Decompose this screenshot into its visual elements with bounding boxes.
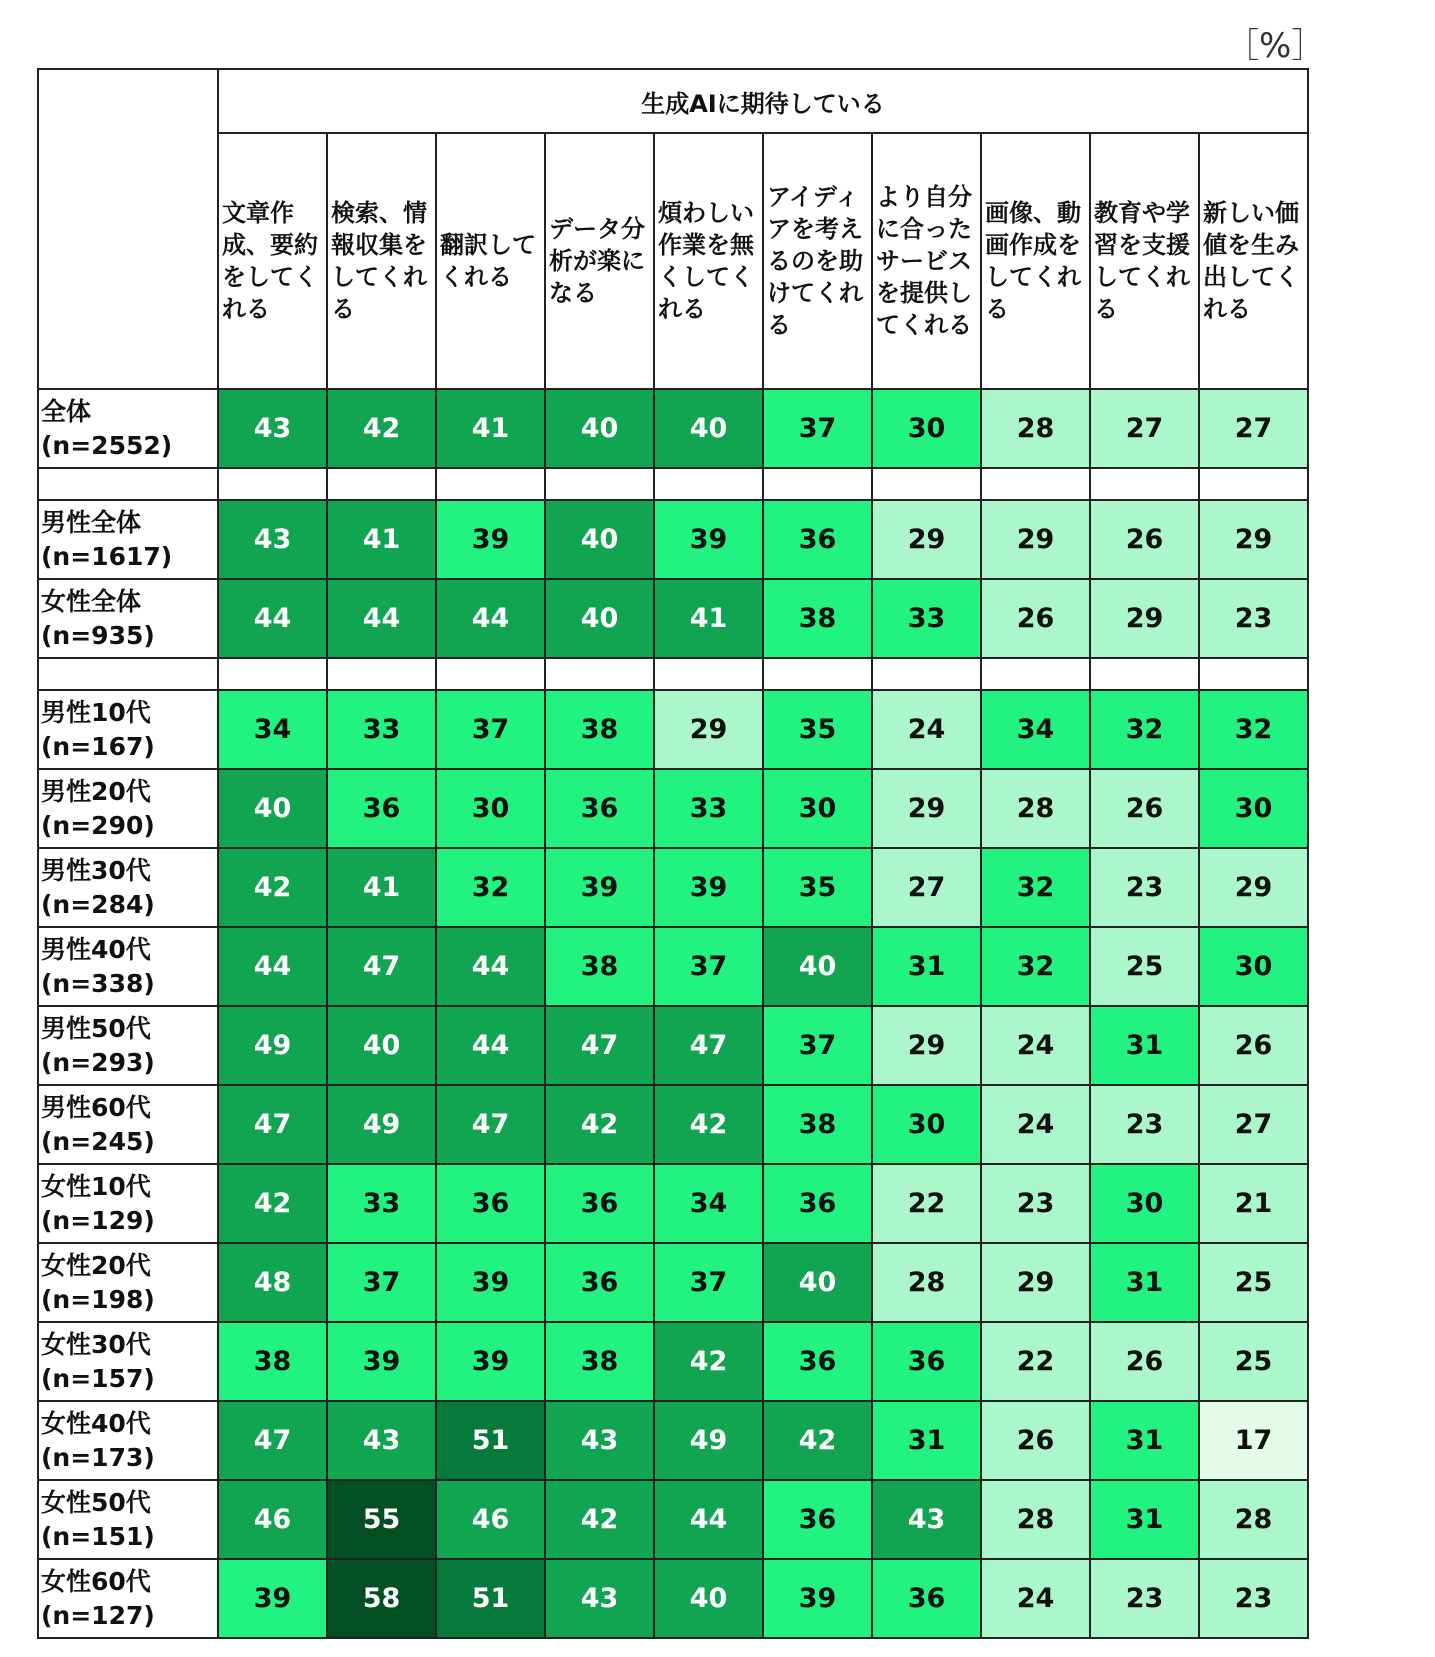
heat-cell: 38 (545, 927, 654, 1006)
heat-cell: 43 (545, 1559, 654, 1638)
table-row (38, 1006, 1308, 1085)
heat-cell: 22 (981, 1322, 1090, 1401)
heat-cell: 28 (872, 1243, 981, 1322)
heatmap-table (37, 68, 1309, 1639)
spacer-cell (1090, 658, 1199, 690)
heat-cell: 31 (872, 1401, 981, 1480)
column-header (545, 133, 654, 389)
heat-cell: 29 (1090, 579, 1199, 658)
heat-cell: 36 (763, 1322, 872, 1401)
heat-cell: 29 (654, 690, 763, 769)
heat-cell: 32 (981, 927, 1090, 1006)
heat-cell: 27 (1199, 1085, 1308, 1164)
heat-cell: 27 (872, 848, 981, 927)
heat-cell: 44 (327, 579, 436, 658)
row-label (38, 579, 218, 658)
heat-cell: 27 (1090, 389, 1199, 468)
table-row (38, 500, 1308, 579)
row-label (38, 769, 218, 848)
column-header-label: 教育や学習を支援してくれる (1094, 199, 1190, 323)
spacer-cell (763, 468, 872, 500)
heat-cell: 44 (218, 927, 327, 1006)
heat-cell: 23 (1199, 1559, 1308, 1638)
heat-cell: 41 (327, 848, 436, 927)
heat-cell: 28 (981, 1480, 1090, 1559)
heat-cell: 28 (981, 389, 1090, 468)
heat-cell: 25 (1199, 1322, 1308, 1401)
heat-cell: 32 (1090, 690, 1199, 769)
heat-cell: 39 (218, 1559, 327, 1638)
table-row (38, 1322, 1308, 1401)
heat-cell: 33 (872, 579, 981, 658)
heat-cell: 26 (981, 579, 1090, 658)
heat-cell: 49 (327, 1085, 436, 1164)
heat-cell: 23 (1090, 1559, 1199, 1638)
heat-cell: 23 (1199, 579, 1308, 658)
heat-cell: 39 (545, 848, 654, 927)
row-label (38, 1322, 218, 1401)
heat-cell: 51 (436, 1559, 545, 1638)
heat-cell: 46 (218, 1480, 327, 1559)
heat-cell: 42 (545, 1085, 654, 1164)
heat-cell: 32 (981, 848, 1090, 927)
row-sample-size: (n=173) (41, 1442, 155, 1472)
row-group-label: 女性60代 (41, 1566, 151, 1596)
heat-cell: 26 (1090, 500, 1199, 579)
row-group-label: 男性全体 (41, 507, 142, 537)
heat-cell: 31 (872, 927, 981, 1006)
heat-cell: 42 (763, 1401, 872, 1480)
row-label (38, 690, 218, 769)
heat-cell: 26 (981, 1401, 1090, 1480)
heat-cell: 36 (545, 769, 654, 848)
heat-cell: 23 (981, 1164, 1090, 1243)
heat-cell: 30 (436, 769, 545, 848)
heat-cell: 36 (872, 1559, 981, 1638)
heat-cell: 30 (872, 1085, 981, 1164)
heat-cell: 26 (1199, 1006, 1308, 1085)
heat-cell: 22 (872, 1164, 981, 1243)
heat-cell: 49 (218, 1006, 327, 1085)
heat-cell: 34 (218, 690, 327, 769)
row-sample-size: (n=338) (41, 968, 155, 998)
heat-cell: 48 (218, 1243, 327, 1322)
heat-cell: 28 (981, 769, 1090, 848)
column-header-label: 検索、情報収集をしてくれる (331, 199, 427, 323)
row-group-label: 男性50代 (41, 1013, 151, 1043)
heat-cell: 42 (218, 848, 327, 927)
row-sample-size: (n=2552) (41, 430, 173, 460)
row-group-label: 男性40代 (41, 934, 151, 964)
spacer-cell (545, 468, 654, 500)
heat-cell: 43 (327, 1401, 436, 1480)
heat-cell: 36 (436, 1164, 545, 1243)
table-row (38, 769, 1308, 848)
column-header-label: 翻訳してくれる (440, 231, 536, 291)
table-row (38, 848, 1308, 927)
unit-label: ［%］ (1225, 26, 1326, 66)
heat-cell: 47 (218, 1401, 327, 1480)
heat-cell: 39 (654, 500, 763, 579)
heat-cell: 35 (763, 690, 872, 769)
heat-cell: 37 (654, 1243, 763, 1322)
heat-cell: 33 (327, 1164, 436, 1243)
spacer-cell (1199, 468, 1308, 500)
heat-cell: 30 (1199, 927, 1308, 1006)
heat-cell: 42 (545, 1480, 654, 1559)
spacer-cell (327, 658, 436, 690)
heat-cell: 40 (763, 1243, 872, 1322)
heat-cell: 44 (436, 579, 545, 658)
row-sample-size: (n=290) (41, 810, 155, 840)
corner-cell (38, 69, 218, 389)
spacer-cell (545, 658, 654, 690)
heat-cell: 32 (436, 848, 545, 927)
heat-cell: 34 (981, 690, 1090, 769)
heat-cell: 49 (654, 1401, 763, 1480)
heat-cell: 37 (327, 1243, 436, 1322)
heat-cell: 26 (1090, 1322, 1199, 1401)
heat-cell: 30 (1199, 769, 1308, 848)
row-group-label: 男性30代 (41, 855, 151, 885)
row-sample-size: (n=151) (41, 1521, 155, 1551)
heat-cell: 36 (763, 500, 872, 579)
table-row (38, 1401, 1308, 1480)
spacer-cell (436, 658, 545, 690)
column-header-label: 文章作成、要約をしてくれる (222, 199, 318, 323)
row-sample-size: (n=935) (41, 620, 155, 650)
column-header-label: より自分に合ったサービスを提供してくれる (876, 183, 972, 339)
heat-cell: 37 (654, 927, 763, 1006)
heat-cell: 36 (763, 1164, 872, 1243)
heat-cell: 37 (763, 1006, 872, 1085)
heat-cell: 29 (981, 500, 1090, 579)
row-sample-size: (n=284) (41, 889, 155, 919)
row-label (38, 500, 218, 579)
heat-cell: 47 (654, 1006, 763, 1085)
heat-cell: 38 (763, 1085, 872, 1164)
heat-cell: 31 (1090, 1243, 1199, 1322)
column-header-label: 煩わしい作業を無くしてくれる (658, 199, 754, 323)
heat-cell: 23 (1090, 1085, 1199, 1164)
heat-cell: 27 (1199, 389, 1308, 468)
row-label (38, 1243, 218, 1322)
spacer-cell (763, 658, 872, 690)
row-group-label: 女性全体 (41, 586, 142, 616)
row-label (38, 389, 218, 468)
heat-cell: 35 (763, 848, 872, 927)
heat-cell: 37 (763, 389, 872, 468)
spacer-cell (38, 468, 218, 500)
heat-cell: 38 (545, 690, 654, 769)
row-sample-size: (n=293) (41, 1047, 155, 1077)
spacer-cell (436, 468, 545, 500)
table-row (38, 579, 1308, 658)
heat-cell: 31 (1090, 1401, 1199, 1480)
spacer-cell (981, 468, 1090, 500)
heat-cell: 44 (218, 579, 327, 658)
heat-cell: 33 (327, 690, 436, 769)
heat-cell: 31 (1090, 1480, 1199, 1559)
heat-cell: 21 (1199, 1164, 1308, 1243)
heat-cell: 29 (872, 1006, 981, 1085)
heat-cell: 31 (1090, 1006, 1199, 1085)
heat-cell: 24 (981, 1085, 1090, 1164)
table-row (38, 690, 1308, 769)
heat-cell: 39 (327, 1322, 436, 1401)
heat-cell: 44 (436, 1006, 545, 1085)
table-row (38, 1164, 1308, 1243)
spacer-cell (654, 658, 763, 690)
heat-cell: 38 (763, 579, 872, 658)
heat-cell: 26 (1090, 769, 1199, 848)
heat-cell: 43 (218, 389, 327, 468)
row-group-label: 女性10代 (41, 1171, 151, 1201)
heat-cell: 30 (872, 389, 981, 468)
heat-cell: 40 (545, 500, 654, 579)
row-sample-size: (n=245) (41, 1126, 155, 1156)
heat-cell: 30 (1090, 1164, 1199, 1243)
heat-cell: 40 (763, 927, 872, 1006)
heat-cell: 38 (545, 1322, 654, 1401)
column-header (327, 133, 436, 389)
row-label (38, 927, 218, 1006)
column-header (981, 133, 1090, 389)
row-sample-size: (n=1617) (41, 541, 173, 571)
row-group-label: 女性30代 (41, 1329, 151, 1359)
row-sample-size: (n=129) (41, 1205, 155, 1235)
spacer-cell (1199, 658, 1308, 690)
row-label (38, 1559, 218, 1638)
heat-cell: 36 (545, 1243, 654, 1322)
row-label (38, 1006, 218, 1085)
heat-cell: 37 (436, 690, 545, 769)
group-header: 生成AIに期待している (218, 69, 1308, 133)
spacer-cell (1090, 468, 1199, 500)
spacer-row (38, 658, 1308, 690)
heat-cell: 36 (872, 1322, 981, 1401)
heat-cell: 41 (654, 579, 763, 658)
spacer-cell (872, 658, 981, 690)
heat-cell: 24 (872, 690, 981, 769)
heat-cell: 40 (545, 579, 654, 658)
row-group-label: 女性40代 (41, 1408, 151, 1438)
heat-cell: 47 (218, 1085, 327, 1164)
heat-cell: 39 (436, 1243, 545, 1322)
heat-cell: 29 (1199, 848, 1308, 927)
table-row (38, 927, 1308, 1006)
heat-cell: 34 (654, 1164, 763, 1243)
heat-cell: 40 (654, 1559, 763, 1638)
table-row (38, 1085, 1308, 1164)
column-header (436, 133, 545, 389)
heat-cell: 40 (218, 769, 327, 848)
column-header (1199, 133, 1308, 389)
spacer-cell (38, 658, 218, 690)
heat-cell: 24 (981, 1006, 1090, 1085)
heat-cell: 42 (218, 1164, 327, 1243)
heat-cell: 46 (436, 1480, 545, 1559)
heat-cell: 39 (763, 1559, 872, 1638)
heat-cell: 39 (654, 848, 763, 927)
heat-cell: 25 (1090, 927, 1199, 1006)
spacer-cell (872, 468, 981, 500)
heat-cell: 41 (327, 500, 436, 579)
row-label (38, 1401, 218, 1480)
table-row (38, 1480, 1308, 1559)
column-header (218, 133, 327, 389)
heat-cell: 39 (436, 500, 545, 579)
heat-cell: 28 (1199, 1480, 1308, 1559)
heat-cell: 38 (218, 1322, 327, 1401)
heat-cell: 36 (763, 1480, 872, 1559)
heat-cell: 25 (1199, 1243, 1308, 1322)
heat-cell: 47 (327, 927, 436, 1006)
heat-cell: 36 (327, 769, 436, 848)
row-group-label: 男性10代 (41, 697, 151, 727)
heat-cell: 32 (1199, 690, 1308, 769)
heat-cell: 29 (981, 1243, 1090, 1322)
heat-cell: 42 (327, 389, 436, 468)
heat-cell: 40 (545, 389, 654, 468)
heat-cell: 42 (654, 1322, 763, 1401)
column-header-label: 画像、動画作成をしてくれる (985, 199, 1081, 323)
column-header-row (38, 133, 1308, 389)
heat-cell: 33 (654, 769, 763, 848)
row-sample-size: (n=167) (41, 731, 155, 761)
table-row (38, 1559, 1308, 1638)
row-label (38, 1480, 218, 1559)
heat-cell: 43 (872, 1480, 981, 1559)
heat-cell: 43 (218, 500, 327, 579)
heat-cell: 42 (654, 1085, 763, 1164)
heat-cell: 29 (872, 769, 981, 848)
row-group-label: 全体 (41, 396, 92, 426)
column-header (872, 133, 981, 389)
heat-cell: 40 (327, 1006, 436, 1085)
heat-cell: 51 (436, 1401, 545, 1480)
spacer-cell (218, 468, 327, 500)
table-row (38, 1243, 1308, 1322)
heat-cell: 39 (436, 1322, 545, 1401)
column-header-label: データ分析が楽になる (549, 215, 645, 307)
row-label (38, 1164, 218, 1243)
row-group-label: 男性20代 (41, 776, 151, 806)
column-header (1090, 133, 1199, 389)
heat-cell: 58 (327, 1559, 436, 1638)
heat-cell: 17 (1199, 1401, 1308, 1480)
row-label (38, 1085, 218, 1164)
row-sample-size: (n=127) (41, 1600, 155, 1630)
table-row (38, 389, 1308, 468)
column-header-label: アイディアを考えるのを助けてくれる (767, 183, 863, 339)
heat-cell: 40 (654, 389, 763, 468)
heat-cell: 47 (436, 1085, 545, 1164)
heat-cell: 43 (545, 1401, 654, 1480)
row-sample-size: (n=198) (41, 1284, 155, 1314)
spacer-cell (327, 468, 436, 500)
heat-cell: 23 (1090, 848, 1199, 927)
heat-cell: 29 (872, 500, 981, 579)
spacer-cell (218, 658, 327, 690)
heat-cell: 30 (763, 769, 872, 848)
row-group-label: 男性60代 (41, 1092, 151, 1122)
heat-cell: 41 (436, 389, 545, 468)
heat-cell: 24 (981, 1559, 1090, 1638)
heat-cell: 29 (1199, 500, 1308, 579)
row-label (38, 848, 218, 927)
column-header (654, 133, 763, 389)
row-sample-size: (n=157) (41, 1363, 155, 1393)
row-group-label: 女性20代 (41, 1250, 151, 1280)
column-header (763, 133, 872, 389)
heat-cell: 47 (545, 1006, 654, 1085)
spacer-row (38, 468, 1308, 500)
heat-cell: 36 (545, 1164, 654, 1243)
spacer-cell (654, 468, 763, 500)
heat-cell: 44 (436, 927, 545, 1006)
heat-cell: 55 (327, 1480, 436, 1559)
table-body (38, 389, 1308, 1638)
heat-cell: 44 (654, 1480, 763, 1559)
row-group-label: 女性50代 (41, 1487, 151, 1517)
column-header-label: 新しい価値を生み出してくれる (1203, 199, 1299, 323)
spacer-cell (981, 658, 1090, 690)
